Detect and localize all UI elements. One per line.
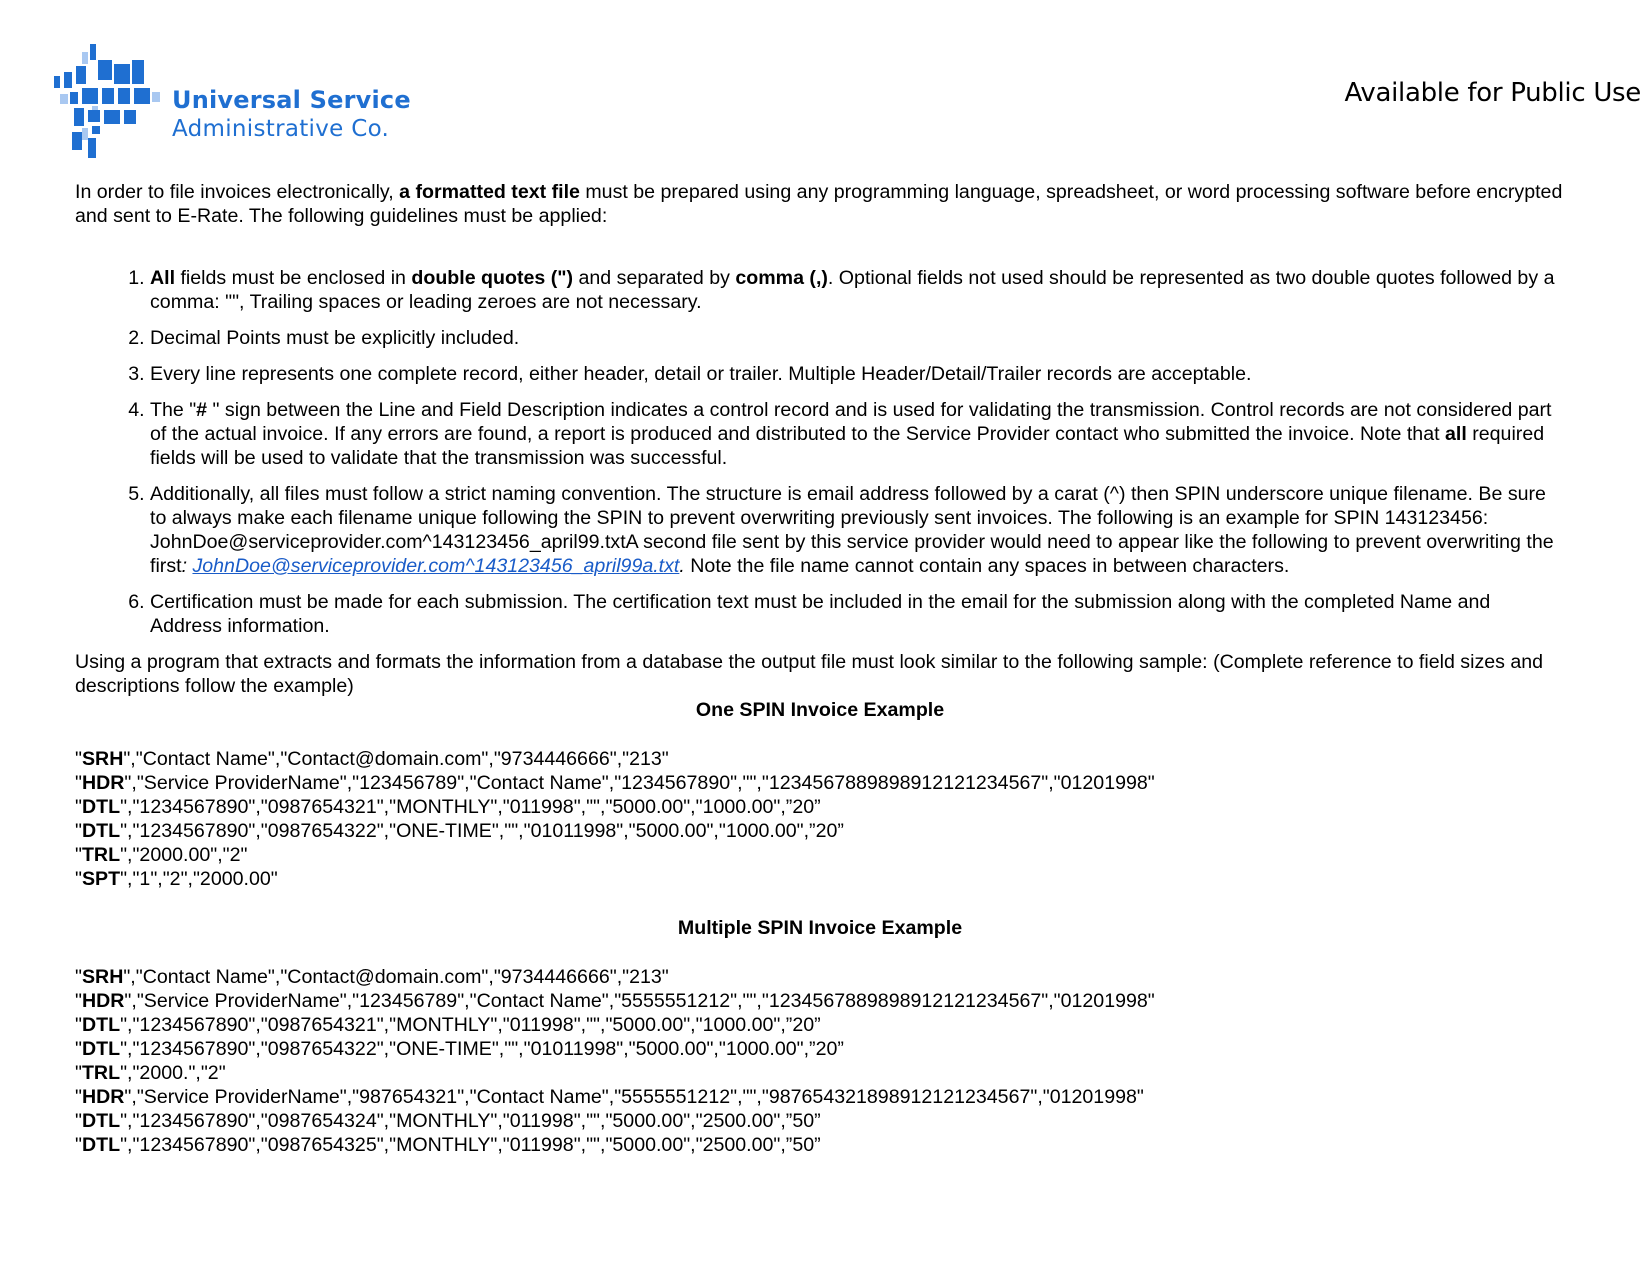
g4-bold-2: all [1445,423,1467,445]
intro-text-1: In order to file invoices electronically, [75,181,400,203]
intro-text-2: must be prepared using any programming language, spreadsheet, or word processing software before encrypted and sent to E-Rate. The following guidelines must be applied: [75,181,1563,227]
record-tag: DTL [81,1134,121,1156]
record-fields: ","Service ProviderName","123456789","Contact Name","1234567890","","1234567889898912121234567","01201998" [124,772,1155,794]
record-line: "DTL","1234567890","0987654325","MONTHLY","011998","","5000.00","2500.00",”50” [75,1134,821,1156]
record-line: "SRH","Contact Name","Contact@domain.com","9734446666","213" [75,966,669,988]
record-tag: HDR [81,1086,125,1108]
record-tag: DTL [81,1110,121,1132]
guideline-item-4 [150,398,1565,470]
multi-spin-example [75,965,1565,1157]
record-fields: ","Service ProviderName","123456789","Contact Name","5555551212","","1234567889898912121234567","01201998" [124,990,1155,1012]
record-tag: HDR [81,990,125,1012]
g5-colon: : [181,555,193,577]
record-line: "DTL","1234567890","0987654321","MONTHLY","011998","","5000.00","1000.00",”20” [75,1014,821,1036]
g5-text-2: Note the file name cannot contain any spaces in between characters. [684,555,1290,577]
record-tag: SRH [81,966,124,988]
record-line: "TRL","2000.","2" [75,1062,226,1084]
guideline-item-2: 2. Decimal Points must be explicitly included. [150,326,1565,350]
record-tag: DTL [81,1014,121,1036]
record-tag: DTL [81,796,121,818]
g1-text-2: and separated by [573,267,736,289]
record-tag: HDR [81,772,125,794]
record-line: "HDR","Service ProviderName","123456789","Contact Name","1234567890","","1234567889898912121234567","01201998" [75,772,1155,794]
one-spin-example [75,747,1565,891]
g4-text-2: " sign between the Line and Field Description indicates a control record and is used for validating the transmission. Control records are not considered part of the actual invoice. If any errors are found, a report is produced and distributed to the Service Provider contact who submitted the invoice. Note that [150,399,1552,445]
record-tag: DTL [81,1038,121,1060]
record-fields: ","1234567890","0987654325","MONTHLY","011998","","5000.00","2500.00",”50” [120,1134,821,1156]
intro-paragraph [75,180,1565,228]
record-line: "HDR","Service ProviderName","123456789","Contact Name","5555551212","","1234567889898912121234567","01201998" [75,990,1155,1012]
guideline-item-5 [150,482,1565,578]
record-line: "SPT","1","2","2000.00" [75,868,278,890]
g1-text-3: . Optional fields not used should be represented as two double quotes followed by a comma: "", Trailing spaces or leading zeroes are not necessary. [150,267,1555,313]
g4-text-1: The " [150,399,197,421]
record-fields: ","1234567890","0987654322","ONE-TIME","","01011998","5000.00","1000.00",”20” [120,820,844,842]
record-fields: ","Service ProviderName","987654321","Contact Name","5555551212","","987654321898912121234567","01201998" [124,1086,1144,1108]
record-tag: TRL [81,844,121,866]
usac-logo-icon [52,42,164,160]
g1-bold-3: comma (,) [735,267,828,289]
multi-spin-title: Multiple SPIN Invoice Example [677,917,963,939]
g4-bold-1: # [196,399,208,421]
record-fields: ","1234567890","0987654324","MONTHLY","011998","","5000.00","2500.00",”50” [120,1110,821,1132]
page-header [0,0,1649,175]
g5-text-1: Additionally, all files must follow a strict naming convention. The structure is email address followed by a carat (^) then SPIN underscore unique filename. Be sure to always make each filename unique following the SPIN to prevent overwriting previously sent invoices. The following is an example for SPIN 143123456: JohnDoe@serviceprovider.com^143123456_april99.txtA second file sent by this service provider would need to appear like the following to prevent overwriting the first [150,483,1554,577]
logo-line-2: Administrative Co. [172,116,390,142]
record-line: "DTL","1234567890","0987654324","MONTHLY","011998","","5000.00","2500.00",”50” [75,1110,821,1132]
record-line: "DTL","1234567890","0987654322","ONE-TIME","","01011998","5000.00","1000.00",”20” [75,1038,844,1060]
g5-period: . [679,555,685,577]
logo-wordmark [172,86,411,144]
record-line: "TRL","2000.00","2" [75,844,248,866]
record-line: "SRH","Contact Name","Contact@domain.com","9734446666","213" [75,748,669,770]
record-line: "DTL","1234567890","0987654322","ONE-TIME","","01011998","5000.00","1000.00",”20” [75,820,844,842]
record-fields: ","1234567890","0987654322","ONE-TIME","","01011998","5000.00","1000.00",”20” [120,1038,844,1060]
record-tag: SRH [81,748,124,770]
guideline-item-3: 3. Every line represents one complete record, either header, detail or trailer. Multiple Header/Detail/Trailer records are acceptable. [150,362,1565,386]
document-body [75,180,1565,1157]
logo-line-1: Universal Service [172,86,411,114]
record-fields: ","2000.","2" [120,1062,226,1084]
g1-text-1: fields must be enclosed in [175,267,412,289]
g1-bold-1: All [150,267,176,289]
record-fields: ","1","2","2000.00" [120,868,278,890]
one-spin-title: One SPIN Invoice Example [695,699,945,721]
guidelines-list [75,266,1565,638]
sample-intro-paragraph: Using a program that extracts and formats the information from a database the output file must look similar to the following sample: (Complete reference to field sizes and descriptions follow the example) [75,651,1544,697]
record-line: "HDR","Service ProviderName","987654321","Contact Name","5555551212","","987654321898912121234567","01201998" [75,1086,1144,1108]
record-fields: ","1234567890","0987654321","MONTHLY","011998","","5000.00","1000.00",”20” [120,796,821,818]
public-use-label: Available for Public Use [1344,78,1641,108]
g1-bold-2: double quotes (") [411,267,574,289]
record-fields: ","Contact Name","Contact@domain.com","9734446666","213" [123,966,669,988]
g4-text-3: required fields will be used to validate that the transmission was successful. [150,423,1545,469]
example-filename-link[interactable]: JohnDoe@serviceprovider.com^143123456_april99a.txt [192,555,680,577]
record-tag: DTL [81,820,121,842]
guideline-item-1 [150,266,1565,314]
intro-bold: a formatted text file [399,181,580,203]
record-line: "DTL","1234567890","0987654321","MONTHLY","011998","","5000.00","1000.00",”20” [75,796,821,818]
guideline-item-6: 6. Certification must be made for each submission. The certification text must be included in the email for the submission along with the completed Name and Address information. [150,590,1565,638]
record-tag: SPT [81,868,121,890]
record-tag: TRL [81,1062,121,1084]
record-fields: ","Contact Name","Contact@domain.com","9734446666","213" [123,748,669,770]
record-fields: ","1234567890","0987654321","MONTHLY","011998","","5000.00","1000.00",”20” [120,1014,821,1036]
record-fields: ","2000.00","2" [120,844,248,866]
